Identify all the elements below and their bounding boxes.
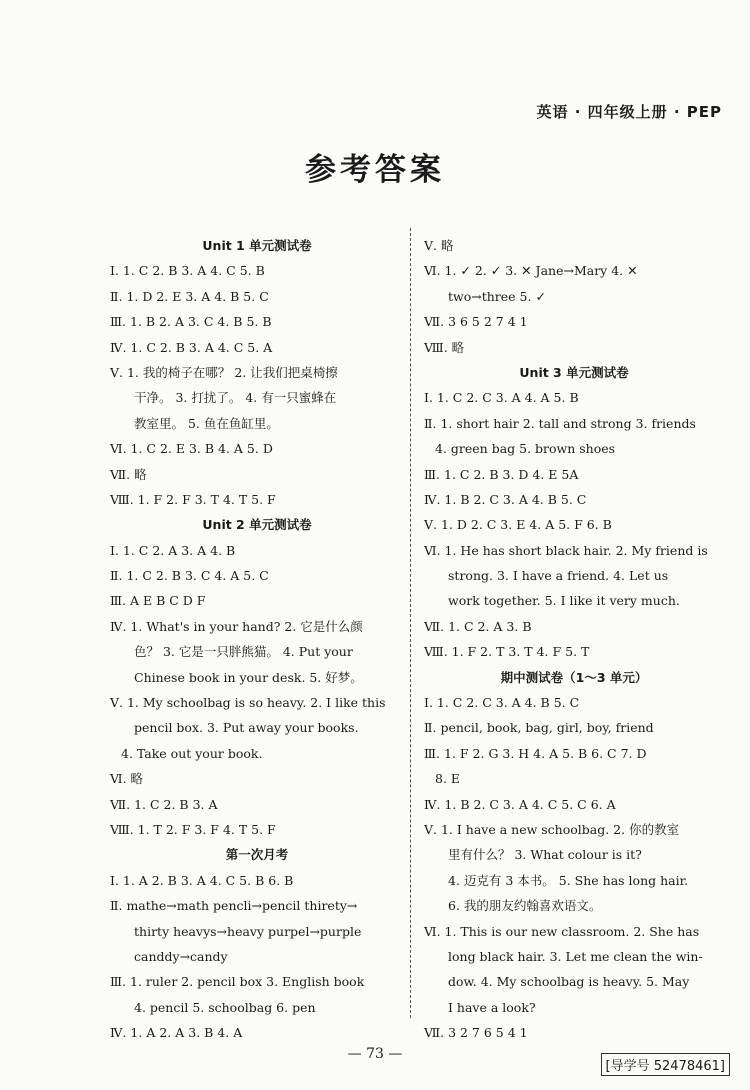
answer-line: Ⅰ. 1. C 2. B 3. A 4. C 5. B bbox=[110, 263, 265, 279]
book-header: 英语 · 四年级上册 · PEP bbox=[536, 103, 722, 121]
answer-line-continued: I have a look? bbox=[448, 999, 536, 1015]
answer-line-continued: strong. 3. I have a friend. 4. Let us bbox=[448, 568, 669, 584]
answer-line-continued: 里有什么？ 3. What colour is it? bbox=[448, 847, 642, 863]
answer-line-continued: work together. 5. I like it very much. bbox=[448, 593, 680, 609]
answer-line-continued: thirty heavys→heavy purpel→purple bbox=[134, 923, 362, 939]
answer-line: Ⅶ. 3 6 5 2 7 4 1 bbox=[424, 314, 528, 330]
answer-line: Ⅴ. 1. D 2. C 3. E 4. A 5. F 6. B bbox=[424, 517, 612, 533]
answer-line: Ⅲ. 1. C 2. B 3. D 4. E 5A bbox=[424, 466, 579, 482]
answer-line: Ⅷ. 1. T 2. F 3. F 4. T 5. F bbox=[110, 821, 276, 837]
answer-line-continued: 干净。 3. 打扰了。 4. 有一只蜜蜂在 bbox=[134, 390, 337, 406]
answer-line: Ⅲ. 1. B 2. A 3. C 4. B 5. B bbox=[110, 314, 272, 330]
answer-line: Ⅵ. 1. He has short black hair. 2. My friend is bbox=[424, 542, 708, 558]
answer-line: Ⅲ. 1. ruler 2. pencil box 3. English book bbox=[110, 974, 365, 990]
answer-line-continued: 4. 迈克有 3 本书。 5. She has long hair. bbox=[448, 872, 689, 888]
section-title: 期中测试卷（1～3 单元） bbox=[500, 669, 648, 685]
answer-line: Ⅱ. 1. C 2. B 3. C 4. A 5. C bbox=[110, 568, 269, 584]
answer-line: Ⅷ. 1. F 2. T 3. T 4. F 5. T bbox=[424, 644, 590, 660]
answer-line: Ⅷ. 1. F 2. F 3. T 4. T 5. F bbox=[110, 491, 276, 507]
answer-line: Ⅶ. 3 2 7 6 5 4 1 bbox=[424, 1025, 528, 1041]
answer-line-continued: Chinese book in your desk. 5. 好梦。 bbox=[134, 669, 363, 685]
page-number: — 73 — bbox=[347, 1046, 403, 1062]
answer-line-continued: 6. 我的朋友约翰喜欢语文。 bbox=[448, 898, 602, 914]
answer-line: Ⅳ. 1. A 2. A 3. B 4. A bbox=[110, 1025, 243, 1041]
answer-line: Ⅰ. 1. C 2. C 3. A 4. B 5. C bbox=[424, 695, 580, 711]
answer-line: Ⅱ. 1. short hair 2. tall and strong 3. friends bbox=[424, 415, 696, 431]
answer-line: Ⅱ. mathe→math pencli→pencil thirety→ bbox=[110, 898, 358, 914]
answer-line: Ⅰ. 1. A 2. B 3. A 4. C 5. B 6. B bbox=[110, 872, 294, 888]
answer-line-continued: long black hair. 3. Let me clean the win- bbox=[448, 948, 703, 964]
section-title: Unit 1 单元测试卷 bbox=[202, 238, 312, 253]
left-column bbox=[110, 233, 404, 1046]
answer-line: Ⅴ. 略 bbox=[424, 238, 454, 253]
answer-line: Ⅰ. 1. C 2. A 3. A 4. B bbox=[110, 542, 236, 558]
answer-line: Ⅷ. 略 bbox=[424, 339, 465, 355]
answer-line: Ⅴ. 1. I have a new schoolbag. 2. 你的教室 bbox=[424, 821, 680, 837]
answer-line: Ⅱ. pencil, book, bag, girl, boy, friend bbox=[424, 720, 654, 736]
page-title: 参考答案 bbox=[305, 152, 445, 188]
answer-line: Ⅶ. 略 bbox=[110, 466, 147, 482]
right-column bbox=[424, 233, 724, 1046]
column-divider bbox=[410, 228, 411, 1018]
answer-line: Ⅴ. 1. 我的椅子在哪？ 2. 让我们把桌椅擦 bbox=[110, 364, 338, 380]
section-title: 第一次月考 bbox=[225, 847, 289, 863]
answer-line: Ⅴ. 1. My schoolbag is so heavy. 2. I like this bbox=[110, 695, 386, 711]
answer-line: Ⅶ. 1. C 2. B 3. A bbox=[110, 796, 218, 812]
answer-line: Ⅱ. 1. D 2. E 3. A 4. B 5. C bbox=[110, 288, 269, 304]
answer-line: Ⅳ. 1. B 2. C 3. A 4. C 5. C 6. A bbox=[424, 796, 616, 812]
answer-line: Ⅲ. 1. F 2. G 3. H 4. A 5. B 6. C 7. D bbox=[424, 745, 647, 761]
answer-line: Ⅲ. A E B C D F bbox=[110, 593, 206, 609]
answer-line-continued: dow. 4. My schoolbag is heavy. 5. May bbox=[448, 974, 690, 990]
answer-line-continued: 教室里。 5. 鱼在鱼缸里。 bbox=[134, 415, 279, 431]
answer-line: Ⅵ. 1. C 2. E 3. B 4. A 5. D bbox=[110, 441, 273, 457]
answer-line-continued: 4. green bag 5. brown shoes bbox=[435, 441, 616, 457]
answer-line: Ⅳ. 1. B 2. C 3. A 4. B 5. C bbox=[424, 491, 587, 507]
answer-line-continued: 色？ 3. 它是一只胖熊猫。 4. Put your bbox=[134, 644, 353, 660]
answer-line: Ⅰ. 1. C 2. C 3. A 4. A 5. B bbox=[424, 390, 579, 406]
answer-line: Ⅵ. 略 bbox=[110, 771, 144, 787]
section-title: Unit 2 单元测试卷 bbox=[202, 517, 312, 533]
answer-line-continued: canddy→candy bbox=[134, 948, 228, 964]
answer-line: Ⅶ. 1. C 2. A 3. B bbox=[424, 618, 532, 634]
answer-line: Ⅵ. 1. ✓ 2. ✓ 3. ✕ Jane→Mary 4. ✕ bbox=[424, 263, 638, 279]
guide-code: [导学号 52478461] bbox=[601, 1053, 730, 1076]
answer-line-continued: 4. Take out your book. bbox=[121, 745, 263, 761]
answer-line: Ⅳ. 1. What's in your hand? 2. 它是什么颜 bbox=[110, 618, 363, 634]
answer-line-continued: two→three 5. ✓ bbox=[448, 288, 546, 304]
section-title: Unit 3 单元测试卷 bbox=[519, 364, 629, 380]
answer-line-continued: 8. E bbox=[435, 771, 461, 787]
answer-line-continued: 4. pencil 5. schoolbag 6. pen bbox=[134, 999, 316, 1015]
answer-line: Ⅳ. 1. C 2. B 3. A 4. C 5. A bbox=[110, 339, 273, 355]
answer-line-continued: pencil box. 3. Put away your books. bbox=[134, 720, 359, 736]
answer-line: Ⅵ. 1. This is our new classroom. 2. She has bbox=[424, 923, 700, 939]
